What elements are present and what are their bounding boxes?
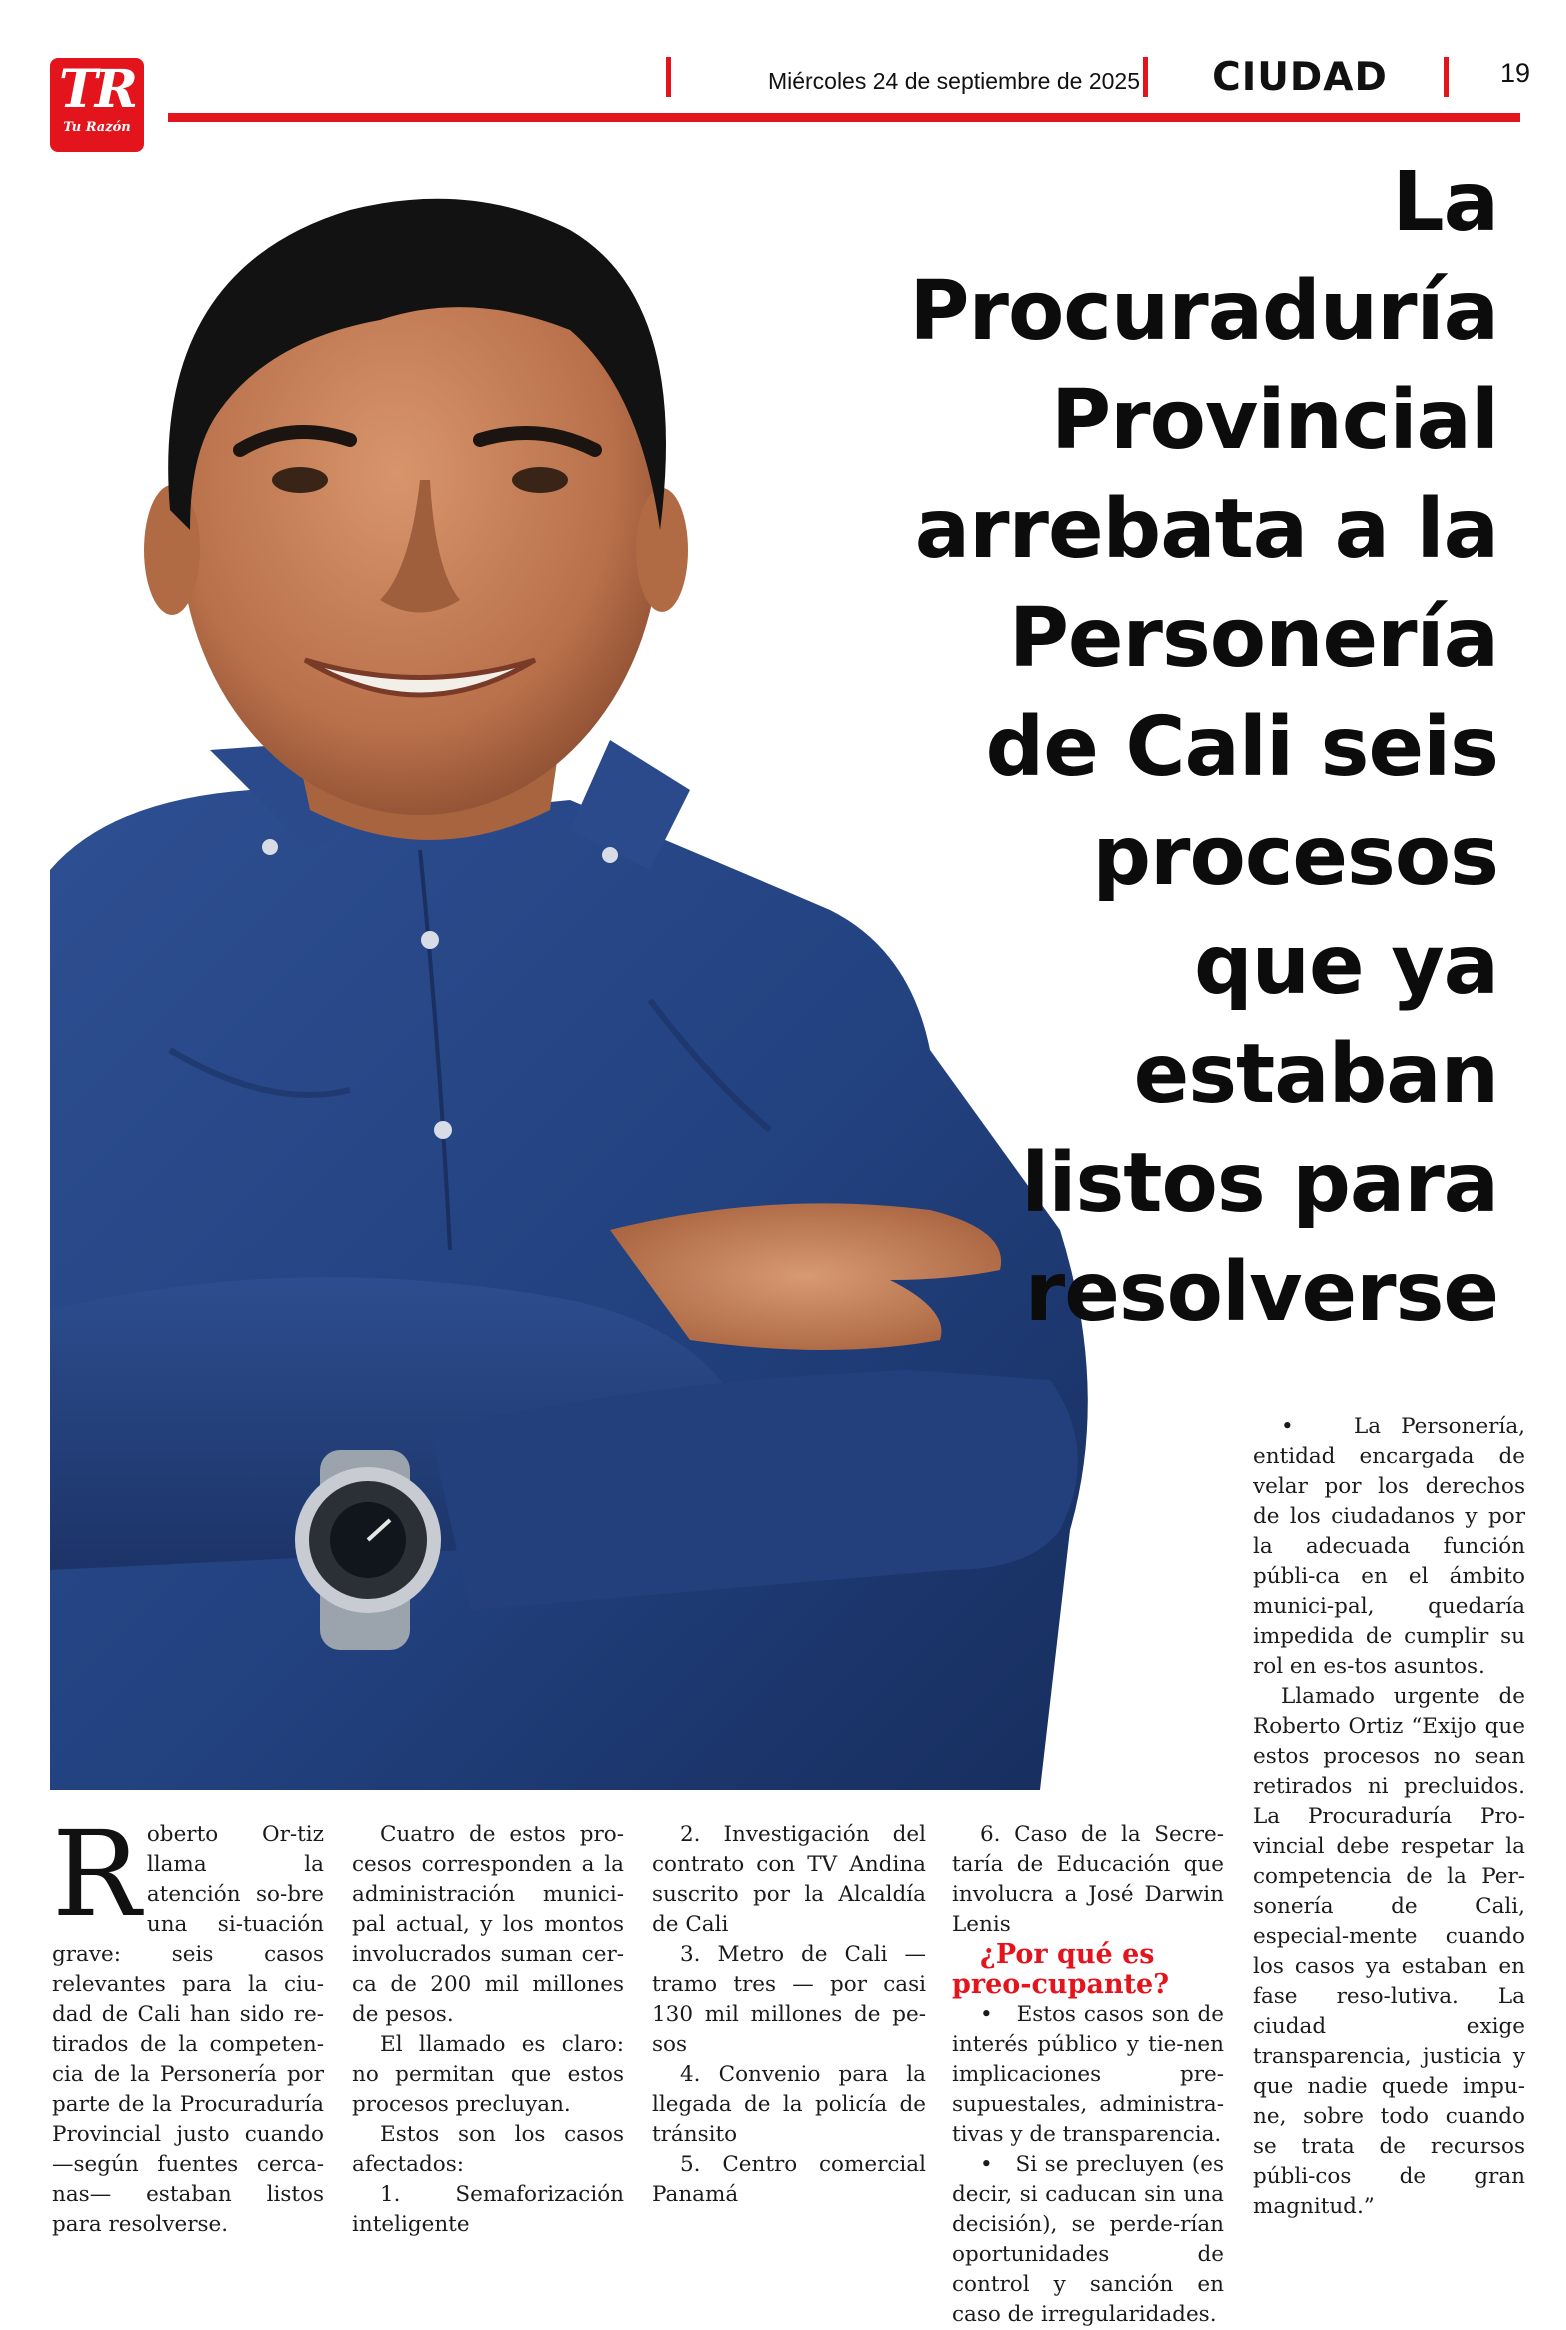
masthead-logo[interactable] [50, 58, 144, 152]
headline-line: estaban [1133, 1027, 1498, 1122]
headline-line: procesos [1092, 809, 1498, 904]
article-column-3 [652, 1820, 926, 2210]
article-paragraph: Cuatro de estos pro-cesos corresponden a la administración munici-pal actual, y los montos involucrados suman cer-ca de 200 mil millones de pesos. [352, 1822, 624, 2027]
shirt-button [262, 839, 278, 855]
drop-cap: R [52, 1805, 141, 1943]
shirt-button [602, 847, 618, 863]
headline-line: Provincial [1051, 373, 1498, 468]
article-paragraph: El llamado es claro: no permitan que estos procesos precluyan. [352, 2032, 624, 2117]
article-paragraph: Llamado urgente de Roberto Ortiz “Exijo que estos procesos no sean retirados ni precluidos. La Procuraduría Pro-vincial debe respetar la competencia de la Per-sonería de Cali, especial-mente cuando los casos ya estaban en fase reso-lutiva. La ciudad exige transparencia, justicia y que nadie quede impu-ne, sobre todo cuando se trata de recursos públi-cos de gran magnitud.” [1253, 1684, 1525, 2219]
article-column-2 [352, 1820, 624, 2240]
list-item: 4. Convenio para la llegada de la policía de tránsito [652, 2062, 926, 2147]
bullet-item: • Si se precluyen (es decir, si caducan sin una decisión), se perde-rían oportunidades de control y sanción en caso de irregularidades. [952, 2150, 1224, 2330]
list-item: 3. Metro de Cali — tramo tres — por casi 130 mil millones de pe-sos [652, 1942, 926, 2057]
headline-line: arrebata a la [914, 482, 1498, 577]
shirt-button [421, 931, 439, 949]
list-item: 6. Caso de la Secre-taría de Educación que involucra a José Darwin Lenis [952, 1822, 1224, 1937]
article-paragraph: oberto Or-tiz llama la atención so-bre una si-tuación grave: seis casos relevantes para la ciu-dad de Cali han sido re-tirados de la competen-cia de la Personería por parte de la Procuraduría Provincial justo cuando —según fuentes cerca-nas— estaban listos para resolverse. [52, 1822, 324, 2237]
logo-name: Tu Razón [63, 120, 131, 135]
article-column-5 [1253, 1412, 1525, 2222]
headline [778, 148, 1498, 1347]
headline-line: listos para [1021, 1136, 1498, 1231]
page-number: 19 [1499, 58, 1530, 88]
headline-line: La [1392, 155, 1498, 250]
article-column-1 [52, 1805, 324, 2240]
list-item: 1. Semaforización inteligente [352, 2182, 624, 2237]
headline-line: Procuraduría [909, 264, 1498, 359]
headline-line: de Cali seis [985, 700, 1498, 795]
bullet-item: • La Personería, entidad encargada de velar por los derechos de los ciudadanos y por la adecuada función públi-ca en el ámbito munici-pal, quedaría impedida de cumplir su rol en es-tos asuntos. [1253, 1412, 1525, 1682]
eye [512, 467, 568, 493]
article-column-4 [952, 1820, 1224, 2330]
subheading: ¿Por qué es preo-cupante? [952, 1939, 1170, 2000]
headline-line: que ya [1193, 918, 1498, 1013]
section-title: CIUDAD [1212, 55, 1388, 100]
eye [272, 467, 328, 493]
bullet-item: • Estos casos son de interés público y tie-nen implicaciones pre-supuestales, administra-tivas y de transparencia. [952, 2000, 1224, 2150]
list-item: 5. Centro comercial Panamá [652, 2152, 926, 2207]
logo-letters: TR [59, 59, 135, 120]
article-paragraph: Estos son los casos afectados: [352, 2122, 624, 2177]
header-divider [1444, 57, 1449, 97]
issue-date: Miércoles 24 de septiembre de 2025 [767, 68, 1140, 94]
header-rule [168, 113, 1520, 122]
header-divider [1143, 57, 1148, 97]
header-divider [666, 57, 671, 97]
headline-line: resolverse [1024, 1245, 1498, 1340]
list-item: 2. Investigación del contrato con TV Andina suscrito por la Alcaldía de Cali [652, 1822, 926, 1937]
shirt-button [434, 1121, 452, 1139]
headline-line: Personería [1008, 591, 1498, 686]
